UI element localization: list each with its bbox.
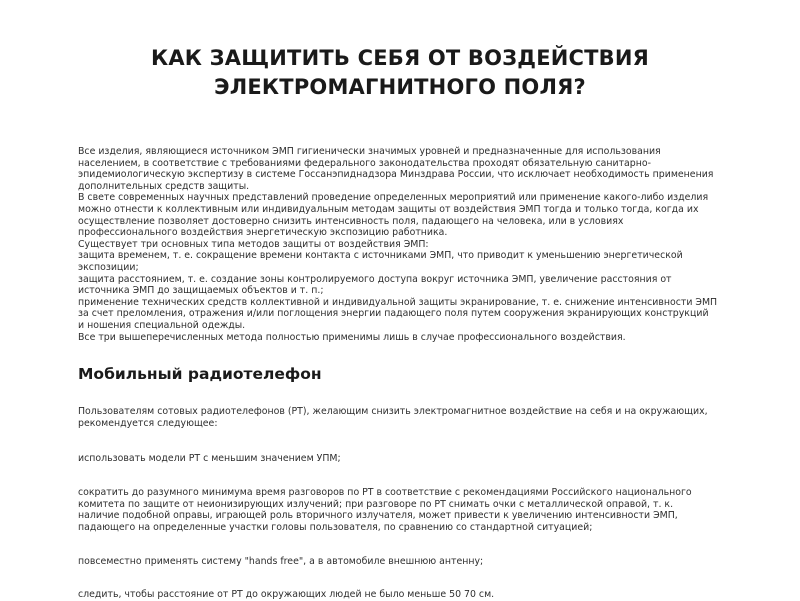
intro-line: экспозиции; xyxy=(78,261,139,273)
intro-line: можно отнести к коллективным или индивидуальным методам защиты от воздействия ЭМП тогда и только тогда, когда их xyxy=(78,203,699,215)
page-title xyxy=(0,44,800,102)
intro-line: В свете современных научных представлений проведение определенных мероприятий или применение какого-либо изделия xyxy=(78,192,709,204)
paragraph-line: падающего на определенные участки головы пользователя, по сравнению со стандартной ситуацией; xyxy=(78,521,593,533)
intro-line: Все изделия, являющиеся источником ЭМП гигиенически значимых уровней и предназначенные для использования xyxy=(78,146,661,157)
intro-text-block xyxy=(78,146,758,343)
paragraph-line: сократить до разумного минимума время разговоров по РТ в соответствие с рекомендациями Российского национального xyxy=(78,487,692,498)
mobile-intro-paragraph xyxy=(78,406,758,429)
recommendation-distance: следить, чтобы расстояние от РТ до окружающих людей не было меньше 50 70 см. xyxy=(78,589,495,600)
recommendation-reduce-time xyxy=(78,487,758,533)
paragraph-line: рекомендуется следующее: xyxy=(78,417,218,429)
intro-line: эпидемиологическую экспертизу в системе Госсанэпиднадзора Минздрава России, что исключает необходимость применения xyxy=(78,169,714,181)
intro-line: дополнительных средств защиты. xyxy=(78,180,250,192)
intro-line: осуществление позволяет достоверно снизить интенсивность поля, падающего на человека, или в условиях xyxy=(78,215,624,227)
intro-line: профессионального воздействия энергетическую экспозицию работника. xyxy=(78,227,448,239)
intro-line: Существует три основных типа методов защиты от воздействия ЭМП: xyxy=(78,238,429,250)
intro-line: защита расстоянием, т. е. создание зоны контролируемого доступа вокруг источника ЭМП, увеличение расстояния от xyxy=(78,273,672,285)
page-title-line-2: ЭЛЕКТРОМАГНИТНОГО ПОЛЯ? xyxy=(214,75,586,99)
intro-line: за счет преломления, отражения и/или поглощения энергии падающего поля путем сооружения экранирующих конструкций xyxy=(78,308,709,320)
intro-line: источника ЭМП до защищаемых объектов и т. п.; xyxy=(78,285,324,297)
intro-line: и ношения специальной одежды. xyxy=(78,319,246,331)
recommendation-upm: использовать модели РТ с меньшим значением УПМ; xyxy=(78,453,341,464)
intro-line: Все три вышеперечисленных метода полностью применимы лишь в случае профессионального воздействия. xyxy=(78,331,626,343)
intro-line: защита временем, т. е. сокращение времени контакта с источниками ЭМП, что приводит к уменьшению энергетической xyxy=(78,250,683,262)
page-title-line-1: КАК ЗАЩИТИТЬ СЕБЯ ОТ ВОЗДЕЙСТВИЯ xyxy=(150,46,650,70)
section-heading-mobile: Мобильный радиотелефон xyxy=(78,365,322,383)
recommendation-hands-free: повсеместно применять систему "hands free", а в автомобиле внешнюю антенну; xyxy=(78,556,484,567)
paragraph-line: комитета по защите от неионизирующих излучений; при разговоре по РТ снимать очки с металлической оправой, т. к. xyxy=(78,498,674,510)
intro-line: применение технических средств коллективной и индивидуальной защиты экранирование, т. е. снижение интенсивности ЭМП xyxy=(78,296,718,308)
paragraph-line: Пользователям сотовых радиотелефонов (РТ), желающим снизить электромагнитное воздействие на себя и на окружающих, xyxy=(78,406,708,417)
paragraph-line: наличие подобной оправы, играющей роль вторичного излучателя, может привести к увеличению интенсивности ЭМП, xyxy=(78,510,678,522)
intro-line: населением, в соответствие с требованиями федерального законодательства проходят обязательную санитарно- xyxy=(78,157,651,169)
